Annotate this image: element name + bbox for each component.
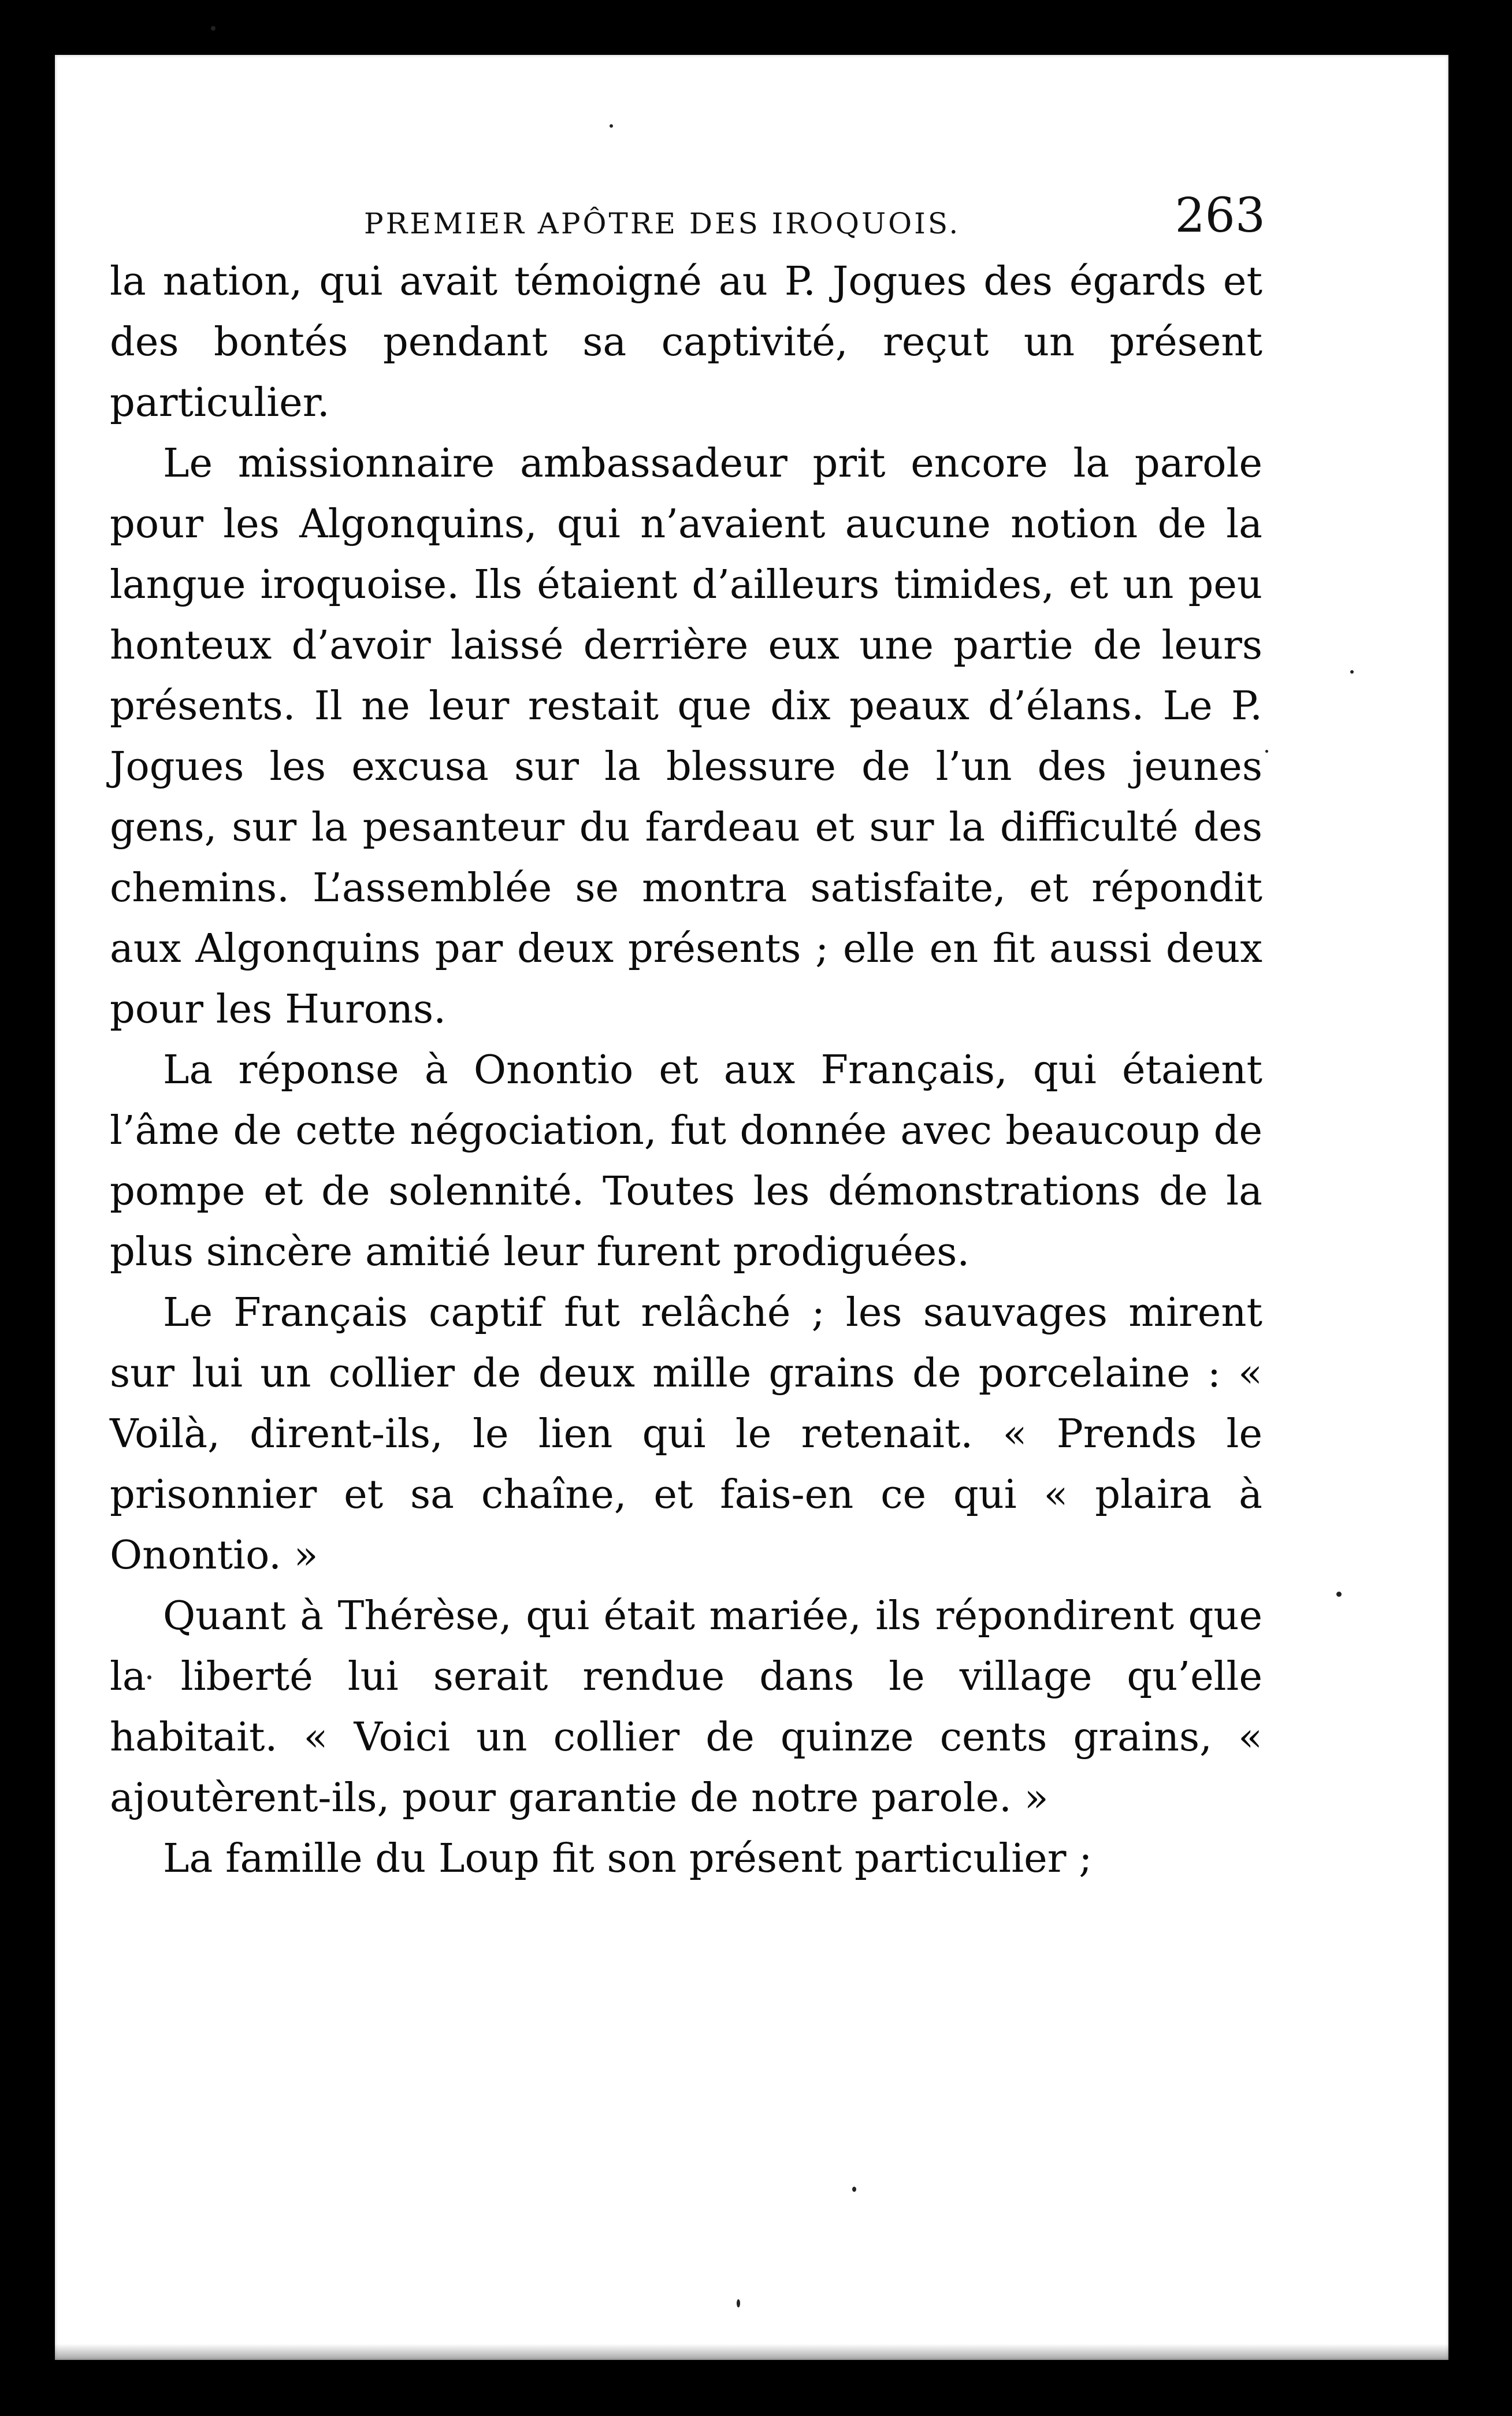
page-number: 263 — [1175, 188, 1265, 243]
ink-speck — [610, 124, 613, 128]
paragraph-3: La réponse à Onontio et aux Français, qui étaient l’âme de cette négociation, fut donnée avec beaucoup de pompe et de solennité. Toutes les démonstrations de la plus sincère amitié leur furent prodiguées. — [110, 1047, 1262, 1275]
scan-border-left — [0, 0, 55, 2416]
ink-speck — [852, 2187, 856, 2192]
paragraph-5: Quant à Thérèse, qui était mariée, ils répondirent que la liberté lui serait rendue dans le village qu’elle habitait. « Voici un collier de quinze cents grains, « ajoutèrent-ils, pour garantie de notre parole. » — [110, 1593, 1262, 1821]
running-head: PREMIER APÔTRE DES IROQUOIS. — [364, 207, 961, 240]
ink-speck — [1265, 750, 1268, 753]
paragraph-2: Le missionnaire ambassadeur prit encore la parole pour les Algonquins, qui n’avaient aucune notion de la langue iroquoise. Ils étaient d’ailleurs timides, et un peu honteux d’avoir laissé derrière eux une partie de leurs présents. Il ne leur restait que dix peaux d’élans. Le P. Jogues les excusa sur la blessure de l’un des jeunes gens, sur la pesanteur du fardeau et sur la difficulté des chemins. L’assemblée se montra satisfaite, et répondit aux Algonquins par deux présents ; elle en fit aussi deux pour les Hurons. — [110, 440, 1262, 1032]
page-header — [110, 184, 1271, 247]
ink-speck — [1350, 670, 1354, 674]
paragraph-1: la nation, qui avait témoigné au P. Jogues des égards et des bontés pendant sa captivité, reçut un présent particulier. — [110, 258, 1262, 426]
ink-speck — [737, 2299, 740, 2307]
ink-speck — [1336, 1592, 1342, 1597]
scan-border-right — [1448, 0, 1512, 2416]
ink-speck — [211, 26, 216, 31]
paragraph-6: La famille du Loup fit son présent particulier ; — [163, 1835, 1093, 1882]
body-text — [110, 251, 1262, 1889]
paragraph-4: Le Français captif fut relâché ; les sauvages mirent sur lui un collier de deux mille grains de porcelaine : « Voilà, dirent-ils, le lien qui le retenait. « Prends le prisonnier et sa chaîne, et fais-en ce qui « plaira à Onontio. » — [110, 1289, 1262, 1578]
